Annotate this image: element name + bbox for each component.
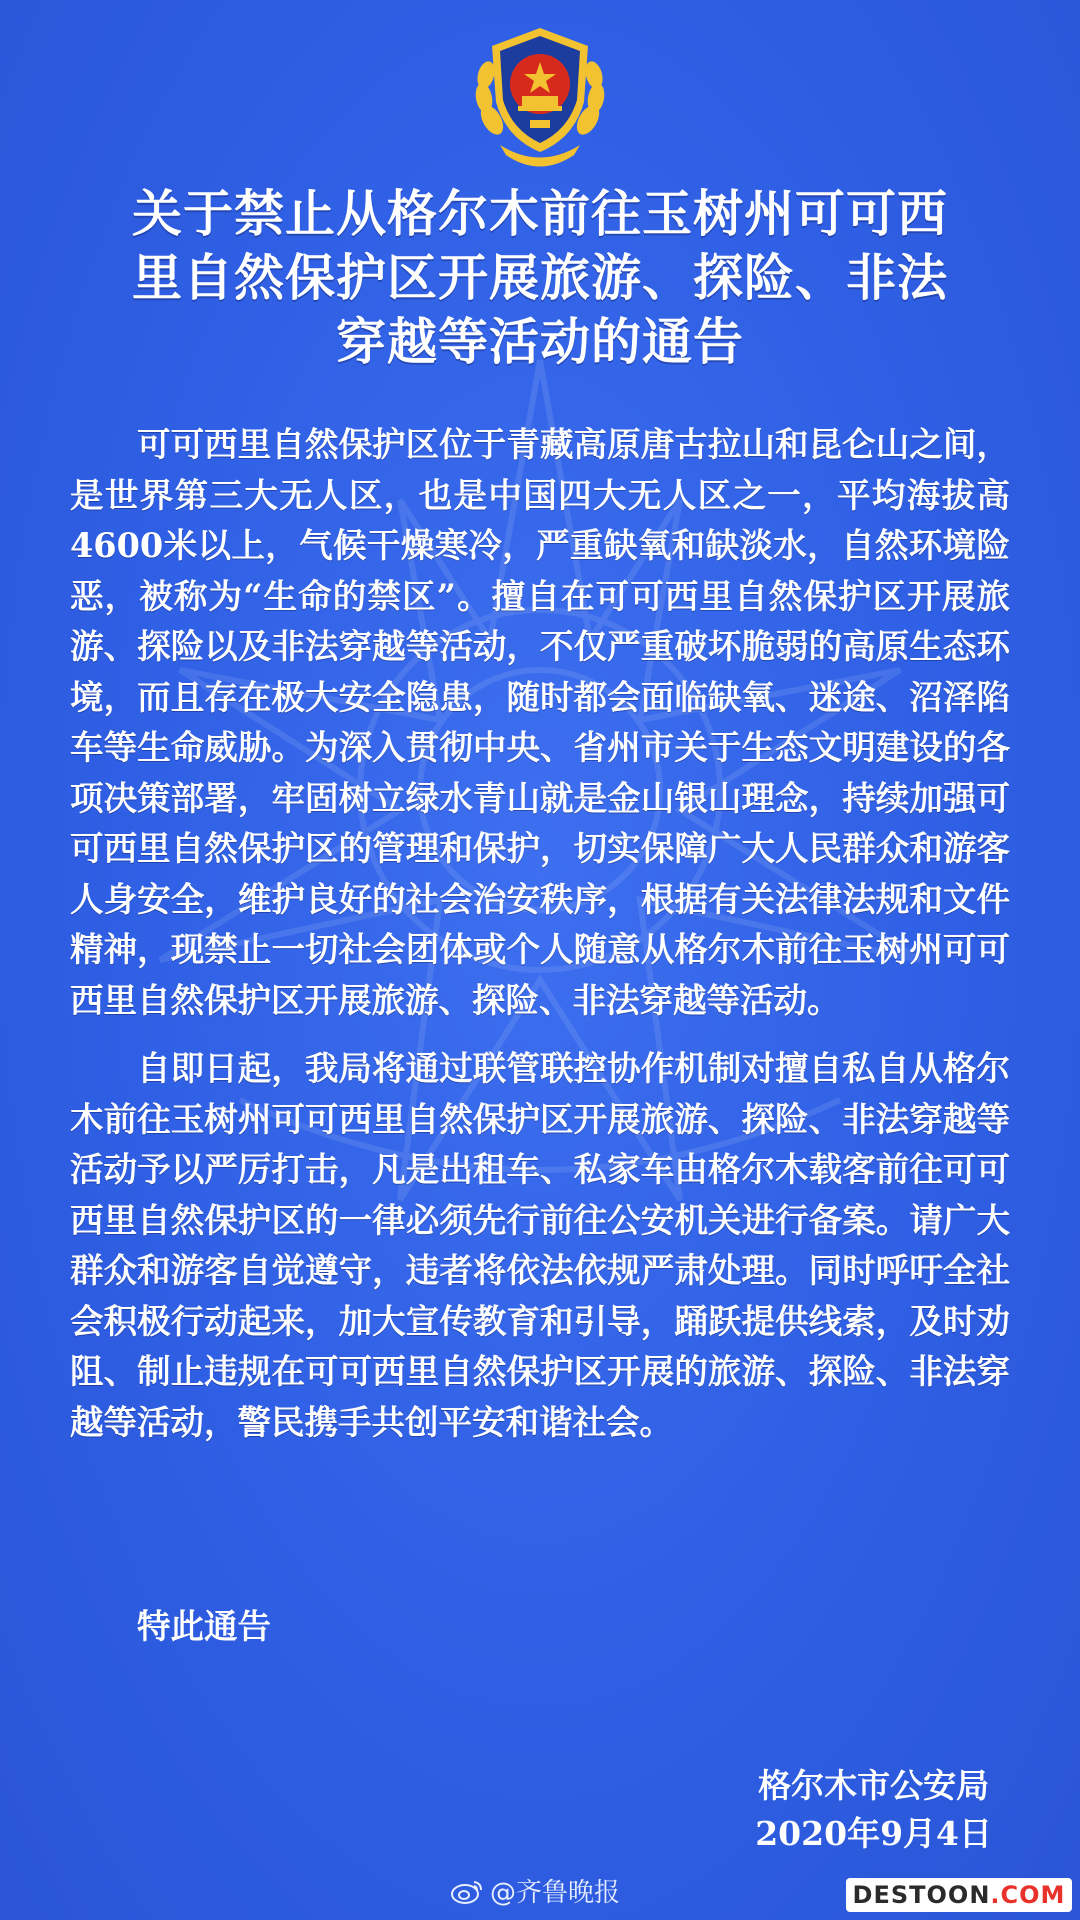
source-label: @齐鲁晚报 — [490, 1878, 621, 1908]
notice-body — [70, 420, 1010, 1448]
issuer-name: 格尔木市公安局 — [758, 1766, 990, 1805]
notice-paragraph: 自即日起，我局将通过联管联控协作机制对擅自私自从格尔木前往玉树州可可西里自然保护区开展旅游、探险、非法穿越等活动予以严厉打击，凡是出租车、私家车由格尔木载客前往可可西里自然保护区的一律必须先行前往公安机关进行备案。请广大群众和游客自觉遵守，违者将依法依规严肃处理。同时呼吁全社会积极行动起来，加大宣传教育和引导，踊跃提供线索，及时劝阻、制止违规在可可西里自然保护区开展的旅游、探险、非法穿越等活动，警民携手共创平安和谐社会。 — [70, 1049, 1010, 1442]
issue-date: 2020年9月4日 — [755, 1814, 992, 1853]
signature-block — [755, 1762, 992, 1858]
site-watermark-suffix: .COM — [990, 1881, 1066, 1909]
site-watermark-prefix: DESTOON — [852, 1881, 991, 1909]
notice-title — [70, 182, 1010, 374]
notice-paragraph: 可可西里自然保护区位于青藏高原唐古拉山和昆仑山之间，是世界第三大无人区，也是中国四大无人区之一，平均海拔高4600米以上，气候干燥寒冷，严重缺氧和缺淡水，自然环境险恶，被称为“生命的禁区”。擅自在可可西里自然保护区开展旅游、探险以及非法穿越等活动，不仅严重破坏脆弱的高原生态环境，而且存在极大安全隐患，随时都会面临缺氧、迷途、沼泽陷车等生命威胁。为深入贯彻中央、省州市关于生态文明建设的各项决策部署，牢固树立绿水青山就是金山银山理念，持续加强可可西里自然保护区的管理和保护，切实保障广大人民群众和游客人身安全，维护良好的社会治安秩序，根据有关法律法规和文件精神，现禁止一切社会团体或个人随意从格尔木前往玉树州可可西里自然保护区开展旅游、探险、非法穿越等活动。 — [70, 425, 1010, 1020]
title-line: 里自然保护区开展旅游、探险、非法 — [132, 249, 948, 307]
weibo-icon — [450, 1878, 484, 1904]
source-credit — [450, 1872, 620, 1909]
title-line: 关于禁止从格尔木前往玉树州可可西 — [132, 185, 948, 243]
title-line: 穿越等活动的通告 — [336, 313, 744, 371]
police-emblem-icon — [470, 20, 610, 170]
closing-phrase: 特此通告 — [137, 1607, 271, 1646]
site-watermark — [846, 1878, 1072, 1912]
